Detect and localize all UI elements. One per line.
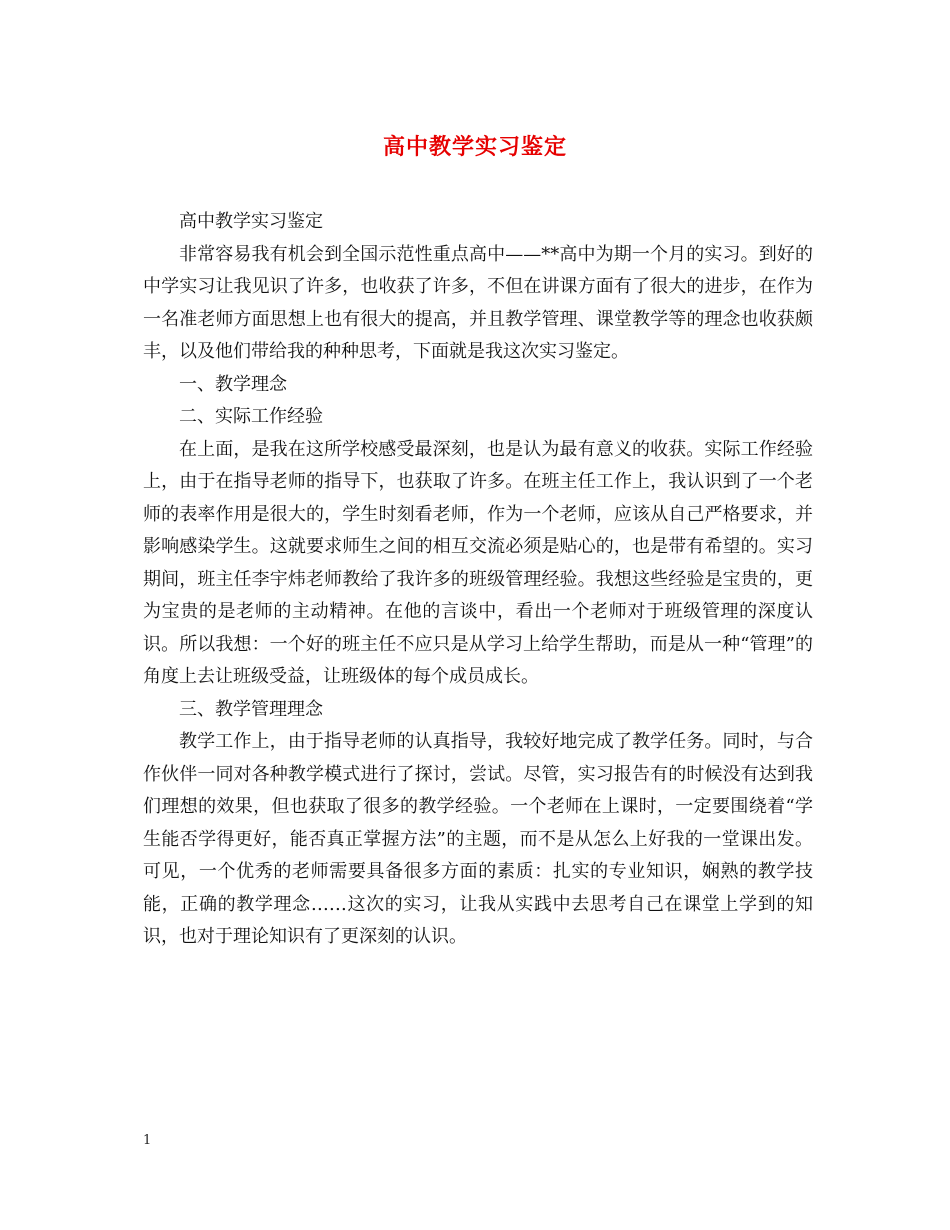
paragraph-teaching-management: 教学工作上，由于指导老师的认真指导，我较好地完成了教学任务。同时，与合作伙伴一同对各种教学模式进行了探讨，尝试。尽管，实习报告有的时候没有达到我们理想的效果，但也获取了很多的教学经验。一个老师在上课时，一定要围绕着“学生能否学得更好，能否真正掌握方法”的主题，而不是从怎么上好我的一堂课出发。可见，一个优秀的老师需要具备很多方面的素质：扎实的专业知识，娴熟的教学技能，正确的教学理念……这次的实习，让我从实践中去思考自己在课堂上学到的知识，也对于理论知识有了更深刻的认识。 — [143, 731, 813, 947]
section-heading-teaching-management: 三、教学管理理念 — [179, 698, 323, 720]
section-heading-teaching-philosophy: 一、教学理念 — [179, 373, 287, 395]
page-number: 1 — [143, 1133, 152, 1148]
paragraph-heading-repeat: 高中教学实习鉴定 — [179, 211, 323, 232]
section-heading-practical-experience: 二、实际工作经验 — [179, 406, 323, 427]
document-body — [143, 206, 813, 954]
document-title: 高中教学实习鉴定 — [382, 134, 567, 160]
paragraph-practical-experience: 在上面，是我在这所学校感受最深刻，也是认为最有意义的收获。实际工作经验上，由于在指导老师的指导下，也获取了许多。在班主任工作上，我认识到了一个老师的表率作用是很大的，学生时刻看老师，作为一个老师，应该从自己严格要求，并影响感染学生。这就要求师生之间的相互交流必须是贴心的，也是带有希望的。实习期间，班主任李宇炜老师教给了我许多的班级管理经验。我想这些经验是宝贵的，更为宝贵的是老师的主动精神。在他的言谈中，看出一个老师对于班级管理的深度认识。所以我想：一个好的班主任不应只是从学习上给学生帮助，而是从一种“管理”的角度上去让班级受益，让班级体的每个成员成长。 — [143, 438, 813, 687]
paragraph-intro: 非常容易我有机会到全国示范性重点高中——**高中为期一个月的实习。到好的中学实习让我见识了许多，也收获了许多，不但在讲课方面有了很大的进步，在作为一名准老师方面思想上也有很大的提高，并且教学管理、课堂教学等的理念也收获颇丰，以及他们带给我的种种思考，下面就是我这次实习鉴定。 — [143, 243, 813, 362]
